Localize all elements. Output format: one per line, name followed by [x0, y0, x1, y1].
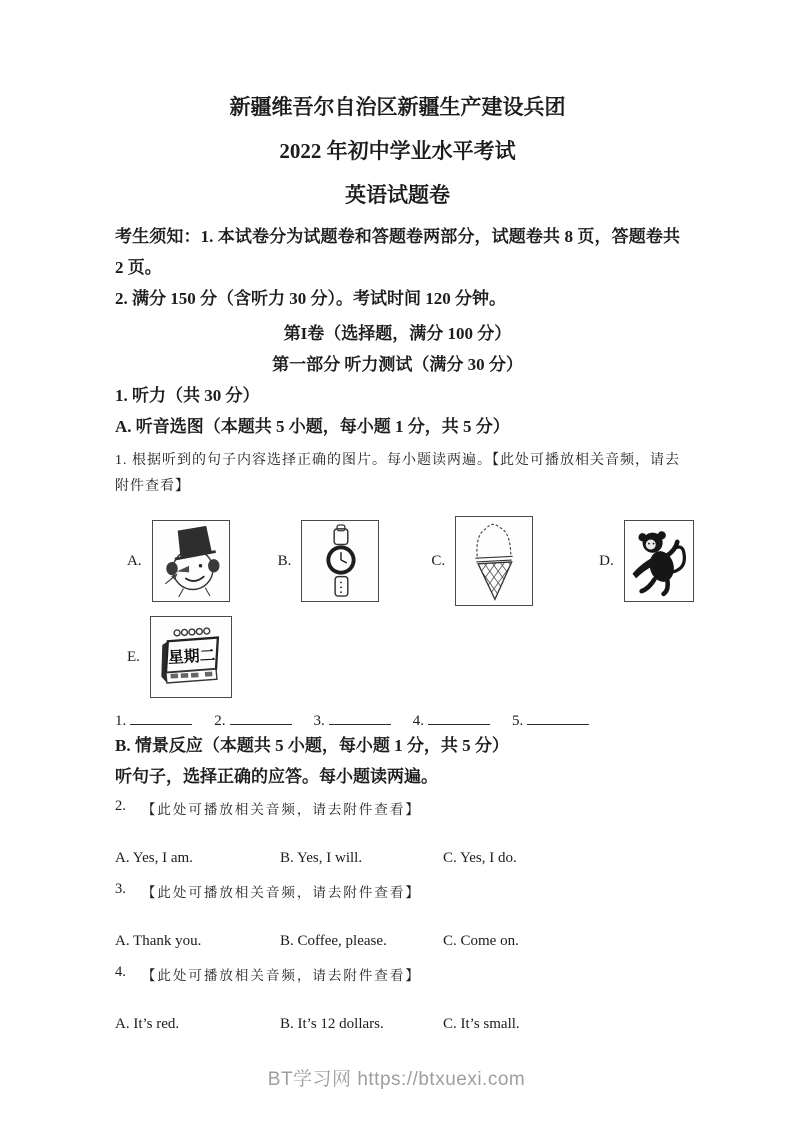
paper-title-line3: 英语试题卷: [345, 183, 450, 208]
snowman-with-hat-icon: [152, 520, 230, 602]
candidate-notice-line1: 考生须知：1. 本试卷分为试题卷和答题卷两部分，试题卷共 8 页，答题卷共 2 页。: [115, 227, 680, 278]
paper-title-line1: 新疆维吾尔自治区新疆生产建设兵团: [229, 95, 566, 119]
blank-number: 5.: [512, 713, 524, 730]
paper-title-line2: 2022 年初中学业水平考试: [279, 139, 516, 164]
candidate-notice-line2: 2. 满分 150 分（含听力 30 分）。考试时间 120 分钟。: [115, 289, 506, 309]
picture-option-e-label: E.: [127, 648, 140, 665]
snowman-with-hat-drawing: [155, 523, 227, 599]
watermark-footer: BT学习网 https://btxuexi.com: [267, 1069, 526, 1090]
answer-blanks-row: [115, 710, 680, 730]
question-3-option-c: C. Come on.: [443, 933, 519, 950]
monkey-drawing: [627, 523, 691, 599]
blank-underline: [230, 710, 292, 725]
question-2-number: 2.: [115, 798, 126, 815]
question-4-option-b: B. It’s 12 dollars.: [280, 1016, 384, 1033]
question1-instruction: 1. 根据听到的句子内容选择正确的图片。每小题读两遍。【此处可播放相关音频，请去附件查看】: [115, 453, 680, 495]
question-3-option-a: A. Thank you.: [115, 933, 202, 950]
answer-blank-2: [214, 710, 291, 730]
picture-option-a-label: A.: [127, 552, 142, 569]
blank-underline: [329, 710, 391, 725]
blank-underline: [428, 710, 490, 725]
picture-option-b: [266, 520, 392, 602]
picture-option-b-label: B.: [277, 552, 292, 569]
question-4-audio-note: 【此处可播放相关音频，请去附件查看】: [141, 968, 421, 984]
answer-blank-1: [115, 710, 192, 730]
picture-option-a: [115, 520, 230, 602]
ice-cream-cone-icon: [455, 516, 533, 606]
part-one-heading: 第一部分 听力测试（满分 30 分）: [272, 355, 523, 375]
blank-underline: [130, 710, 192, 725]
picture-option-d-label: D.: [599, 552, 614, 569]
question-2: [115, 798, 680, 867]
ice-cream-cone-drawing: [458, 519, 530, 603]
blank-number: 1.: [115, 713, 127, 730]
question-4-option-c: C. It’s small.: [443, 1016, 520, 1033]
blank-number: 2.: [214, 713, 226, 730]
answer-blank-5: [512, 710, 589, 730]
question-3-number: 3.: [115, 881, 126, 898]
blank-underline: [527, 710, 589, 725]
question-3-options: [115, 933, 680, 950]
section-a-heading: A. 听音选图（本题共 5 小题，每小题 1 分，共 5 分）: [115, 417, 510, 437]
question-3-audio-note: 【此处可播放相关音频，请去附件查看】: [141, 885, 421, 901]
question-2-options: [115, 850, 680, 867]
volume-heading: 第I卷（选择题，满分 100 分）: [283, 324, 512, 344]
answer-blank-4: [413, 710, 490, 730]
question-4-number: 4.: [115, 964, 126, 981]
question-4: [115, 964, 680, 1033]
monkey-icon: [624, 520, 694, 602]
question-4-options: [115, 1016, 680, 1033]
calendar-weekday-text: 星期二: [167, 647, 216, 668]
question-2-option-b: B. Yes, I will.: [280, 850, 363, 867]
desk-calendar-drawing: [153, 619, 229, 695]
blank-number: 3.: [313, 713, 325, 730]
question-3: [115, 881, 680, 950]
wristwatch-icon: [301, 520, 379, 602]
picture-option-c: [419, 516, 553, 606]
question-2-option-a: A. Yes, I am.: [115, 850, 193, 867]
question-4-option-a: A. It’s red.: [115, 1016, 180, 1033]
wristwatch-drawing: [304, 523, 376, 599]
question-3-option-b: B. Coffee, please.: [280, 933, 387, 950]
section-b-subheading: 听句子，选择正确的应答。每小题读两遍。: [115, 767, 438, 787]
picture-options-row: [115, 516, 680, 606]
blank-number: 4.: [412, 713, 424, 730]
desk-calendar-icon: [150, 616, 232, 698]
picture-option-d: [587, 520, 694, 602]
listening-heading: 1. 听力（共 30 分）: [115, 386, 260, 406]
question-2-option-c: C. Yes, I do.: [443, 850, 517, 867]
question-2-audio-note: 【此处可播放相关音频，请去附件查看】: [141, 802, 421, 818]
picture-option-e: [115, 616, 232, 698]
picture-option-e-row: [115, 616, 680, 698]
section-b-heading: B. 情景反应（本题共 5 小题，每小题 1 分，共 5 分）: [115, 736, 509, 756]
answer-blank-3: [314, 710, 391, 730]
picture-option-c-label: C.: [431, 552, 446, 569]
